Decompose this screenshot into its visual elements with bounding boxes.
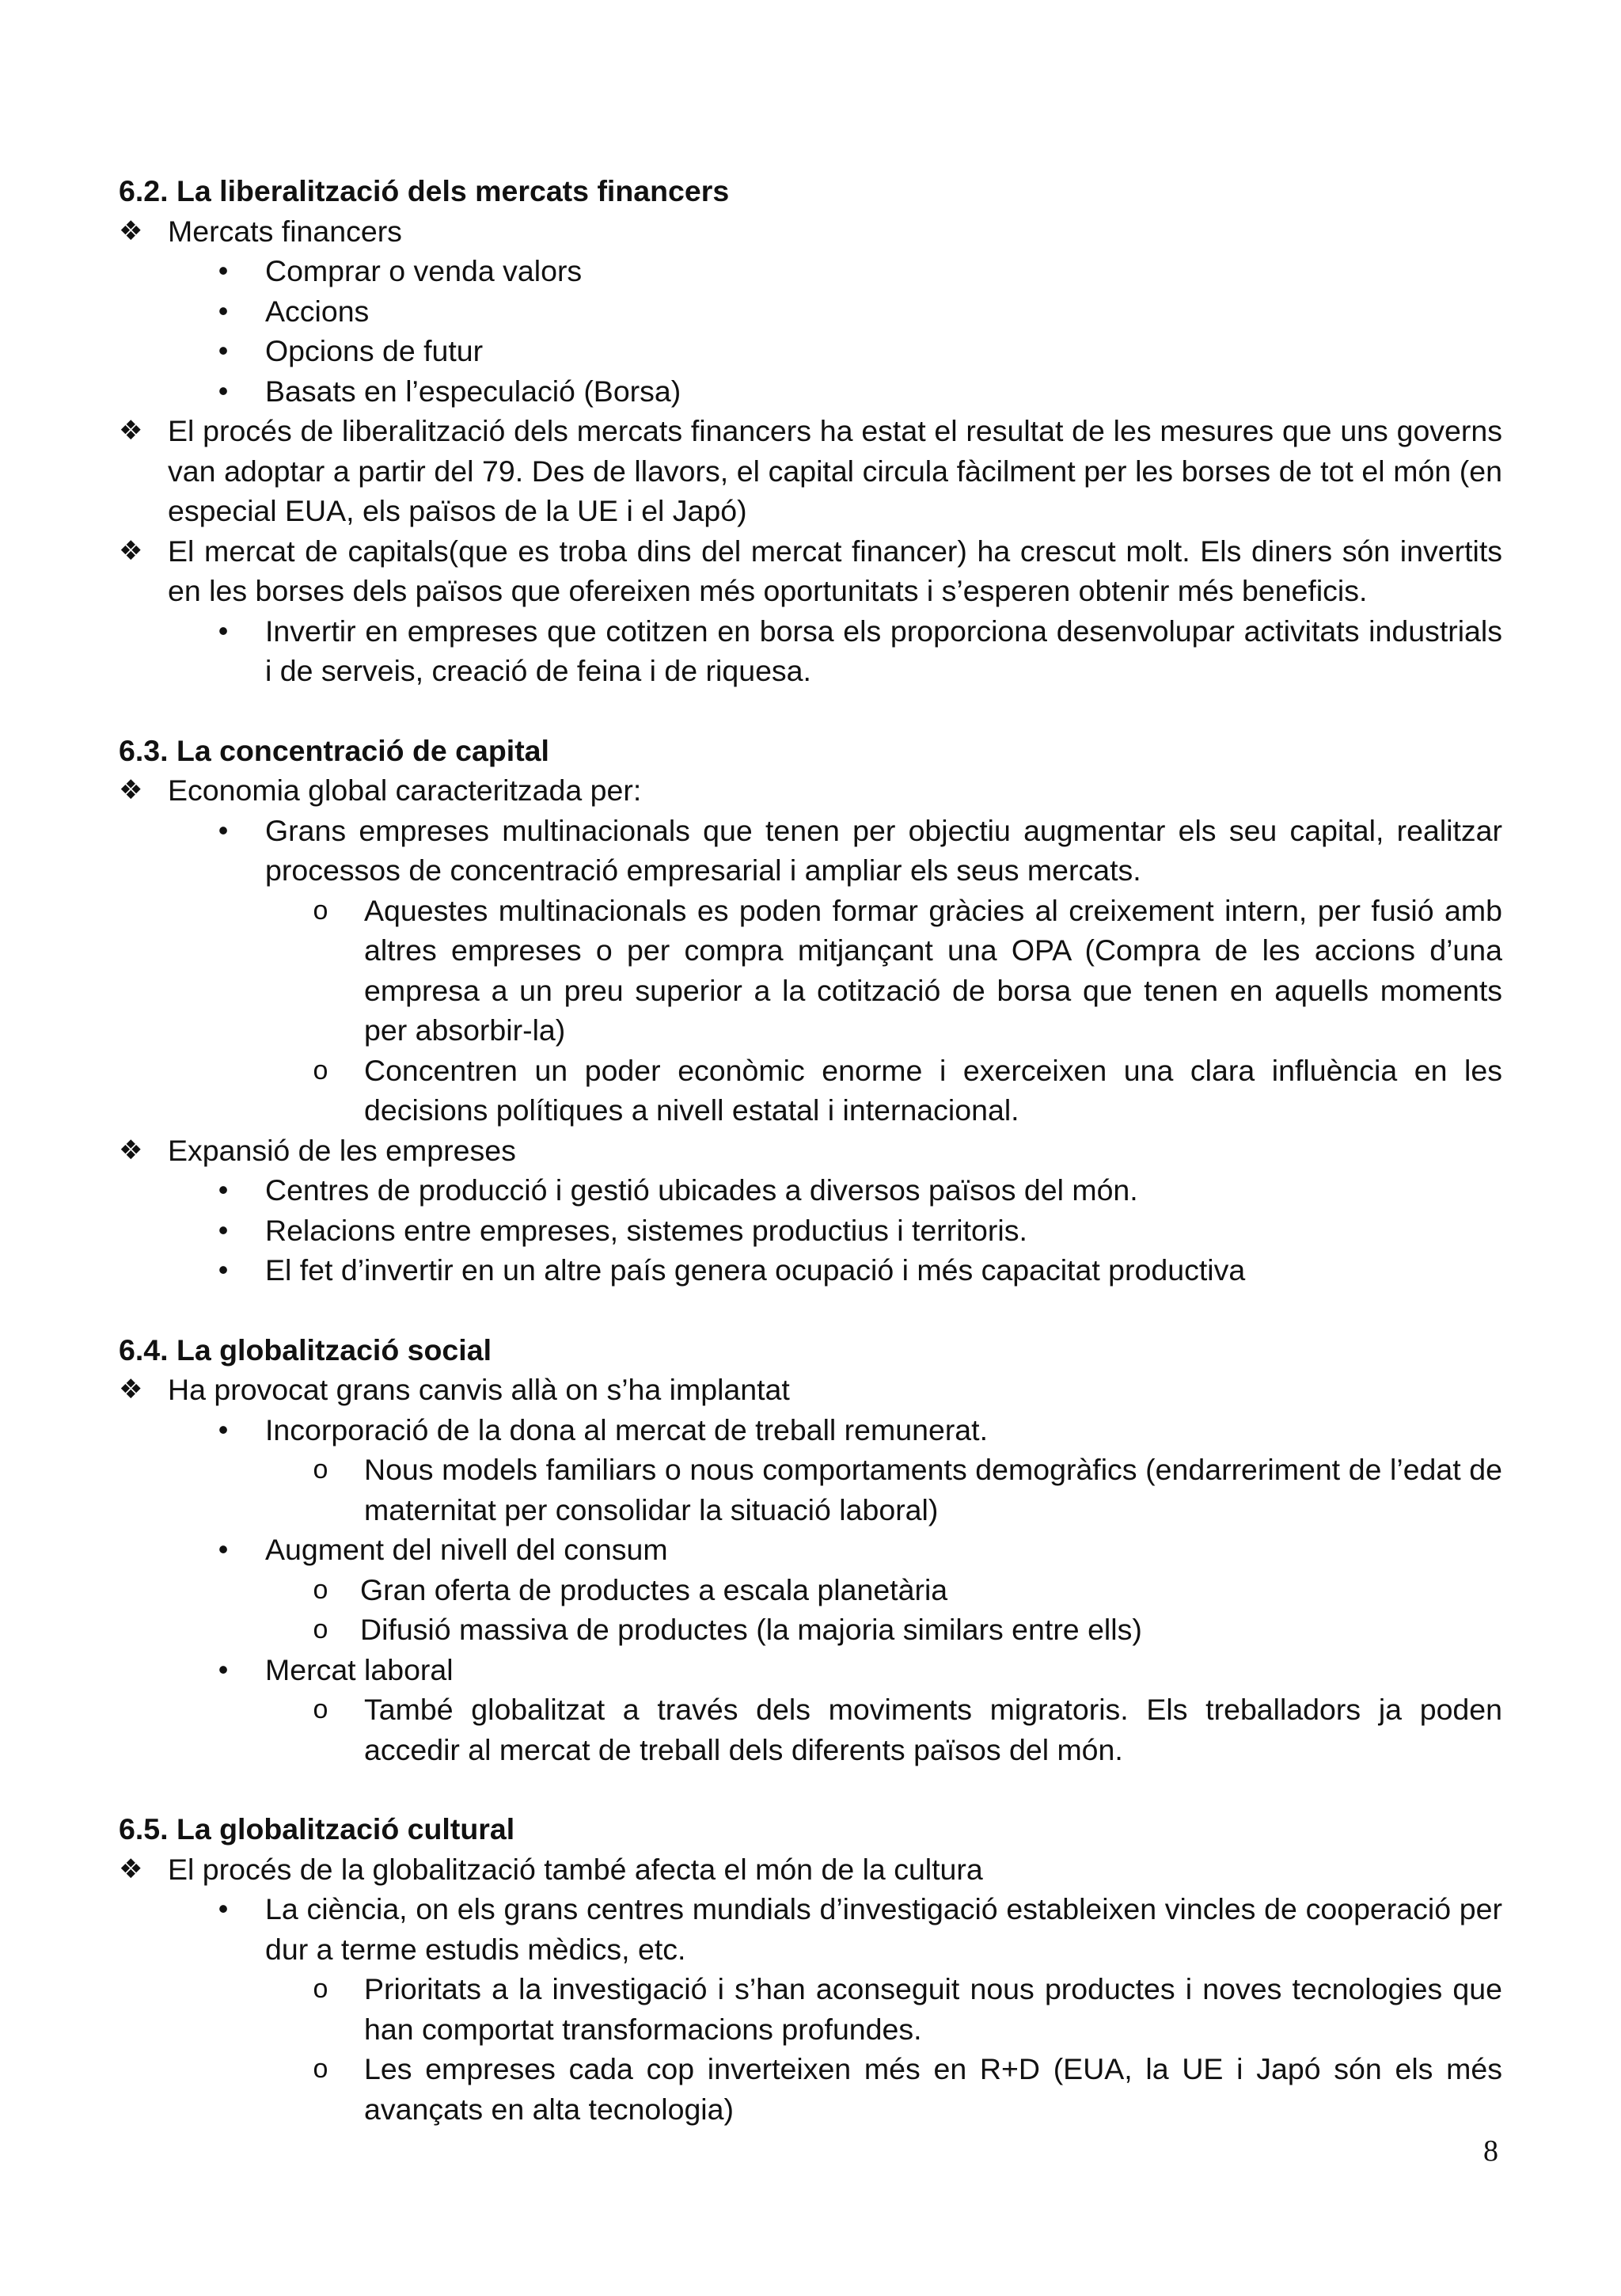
diamond-bullet-icon: ❖ — [119, 1374, 143, 1405]
list-item — [119, 211, 1502, 252]
list-item — [119, 1170, 1502, 1211]
circle-bullet-icon: o — [313, 2054, 328, 2084]
section-list — [119, 1370, 1502, 1770]
list-item-text: Accions — [265, 294, 370, 328]
circle-bullet-icon: o — [313, 1614, 328, 1644]
list-item-text: Prioritats a la investigació i s’han aconseguit nous productes i noves tecnologies que han comportat transformacions profundes. — [364, 1972, 1502, 2046]
circle-bullet-icon: o — [313, 1055, 328, 1085]
list-item-text: Basats en l’especulació (Borsa) — [265, 374, 681, 408]
diamond-bullet-icon: ❖ — [119, 416, 143, 446]
list-item-text: Mercat laboral — [265, 1652, 454, 1686]
list-item-text: El procés de liberalització dels mercats financers ha estat el resultat de les mesures que uns governs van adoptar a partir del 79. Des de llavors, el capital circula fàcilment per les borses de tot el món (en especial EUA, els països de la UE i el Japó) — [168, 414, 1502, 527]
document-body — [119, 171, 1502, 2129]
list-item — [119, 411, 1502, 531]
list-item — [119, 1650, 1502, 1690]
list-item — [119, 1889, 1502, 1969]
section — [119, 171, 1502, 691]
circle-bullet-icon: o — [313, 895, 328, 926]
sections-container — [119, 171, 1502, 2129]
list-item — [119, 531, 1502, 611]
list-item-text: El fet d’invertir en un altre país genera ocupació i més capacitat productiva — [265, 1253, 1246, 1287]
section-list — [119, 1849, 1502, 2130]
list-item — [119, 371, 1502, 412]
section — [119, 731, 1502, 1291]
diamond-bullet-icon: ❖ — [119, 535, 143, 566]
list-item — [119, 1969, 1502, 2049]
list-item — [119, 1530, 1502, 1570]
circle-bullet-icon: o — [313, 1574, 328, 1605]
list-item-text: El mercat de capitals(que es troba dins del mercat financer) ha crescut molt. Els diners són invertits en les borses dels països que ofereixen més oportunitats i s’esperen obtenir més beneficis. — [168, 534, 1502, 607]
section-heading: 6.2. La liberalització dels mercats financers — [119, 174, 730, 207]
bullet-icon: • — [218, 1173, 229, 1206]
bullet-icon: • — [218, 334, 229, 367]
section-heading: 6.4. La globalització social — [119, 1332, 492, 1367]
list-item — [119, 331, 1502, 371]
list-item-text: També globalitzat a través dels moviments migratoris. Els treballadors ja poden accedir al mercat de treball dels diferents països del món. — [364, 1693, 1502, 1766]
bullet-icon: • — [218, 294, 229, 327]
list-item-text: Incorporació de la dona al mercat de treball remunerat. — [265, 1412, 989, 1446]
list-item-text: Concentren un poder econòmic enorme i exerceixen una clara influència en les decisions polítiques a nivell estatal i internacional. — [364, 1053, 1502, 1127]
bullet-icon: • — [218, 1892, 229, 1925]
bullet-icon: • — [218, 1412, 229, 1446]
bullet-icon: • — [218, 1652, 229, 1686]
section-list — [119, 211, 1502, 691]
diamond-bullet-icon: ❖ — [119, 775, 143, 805]
bullet-icon: • — [218, 1213, 229, 1246]
bullet-icon: • — [218, 1253, 229, 1286]
list-item — [119, 1690, 1502, 1770]
circle-bullet-icon: o — [313, 1454, 328, 1484]
list-item — [119, 611, 1502, 691]
page-number: 8 — [1483, 2134, 1498, 2168]
list-item — [119, 1250, 1502, 1291]
list-item-text: Mercats financers — [168, 214, 402, 248]
list-item-text: Centres de producció i gestió ubicades a diversos països del món. — [265, 1173, 1138, 1207]
list-item-text: Les empreses cada cop inverteixen més en R+D (EUA, la UE i Japó són els més avançats en alta tecnologia) — [364, 2052, 1502, 2126]
list-item-text: Grans empreses multinacionals que tenen per objectiu augmentar els seu capital, realitzar processos de concentració empresarial i ampliar els seus mercats. — [265, 813, 1502, 887]
list-item-text: Gran oferta de productes a escala planetària — [360, 1572, 948, 1606]
list-item — [119, 891, 1502, 1051]
diamond-bullet-icon: ❖ — [119, 1135, 143, 1165]
section-list — [119, 770, 1502, 1291]
bullet-icon: • — [218, 614, 229, 647]
list-item-text: Difusió massiva de productes (la majoria similars entre ells) — [360, 1613, 1142, 1646]
list-item — [119, 251, 1502, 291]
diamond-bullet-icon: ❖ — [119, 215, 143, 246]
section — [119, 1330, 1502, 1770]
list-item — [119, 1410, 1502, 1450]
list-item — [119, 1131, 1502, 1171]
list-item-text: Nous models familiars o nous comportaments demogràfics (endarreriment de l’edat de maternitat per consolidar la situació laboral) — [364, 1453, 1502, 1526]
list-item — [119, 811, 1502, 891]
list-item — [119, 1211, 1502, 1251]
list-item-text: Relacions entre empreses, sistemes productius i territoris. — [265, 1213, 1027, 1247]
list-item — [119, 770, 1502, 811]
bullet-icon: • — [218, 813, 229, 846]
list-item-text: Ha provocat grans canvis allà on s’ha implantat — [168, 1373, 790, 1406]
bullet-icon: • — [218, 1533, 229, 1565]
list-item-text: El procés de la globalització també afecta el món de la cultura — [168, 1852, 983, 1886]
list-item-text: Comprar o venda valors — [265, 254, 583, 287]
bullet-icon: • — [218, 374, 229, 407]
list-item — [119, 1370, 1502, 1410]
list-item — [119, 1570, 1502, 1610]
list-item-text: La ciència, on els grans centres mundials d’investigació estableixen vincles de cooperació per dur a terme estudis mèdics, etc. — [265, 1892, 1502, 1966]
list-item — [119, 1610, 1502, 1650]
list-item-text: Opcions de futur — [265, 334, 484, 367]
list-item — [119, 1051, 1502, 1131]
list-item — [119, 1450, 1502, 1530]
list-item — [119, 1849, 1502, 1890]
section-heading: 6.3. La concentració de capital — [119, 733, 549, 767]
list-item-text: Expansió de les empreses — [168, 1133, 516, 1167]
section — [119, 1809, 1502, 2129]
list-item — [119, 291, 1502, 332]
diamond-bullet-icon: ❖ — [119, 1853, 143, 1884]
section-heading: 6.5. La globalització cultural — [119, 1812, 515, 1846]
list-item-text: Aquestes multinacionals es poden formar gràcies al creixement intern, per fusió amb altres empreses o per compra mitjançant una OPA (Compra de les accions d’una empresa a un preu superior a la cotització de borsa que tenen en aquells moments per absorbir-la) — [364, 893, 1502, 1047]
list-item — [119, 2049, 1502, 2129]
circle-bullet-icon: o — [313, 1694, 328, 1724]
list-item-text: Augment del nivell del consum — [265, 1533, 668, 1566]
list-item-text: Invertir en empreses que cotitzen en borsa els proporciona desenvolupar activitats industrials i de serveis, creació de feina i de riquesa. — [265, 614, 1502, 687]
list-item-text: Economia global caracteritzada per: — [168, 774, 642, 807]
circle-bullet-icon: o — [313, 1974, 328, 2004]
bullet-icon: • — [218, 254, 229, 287]
